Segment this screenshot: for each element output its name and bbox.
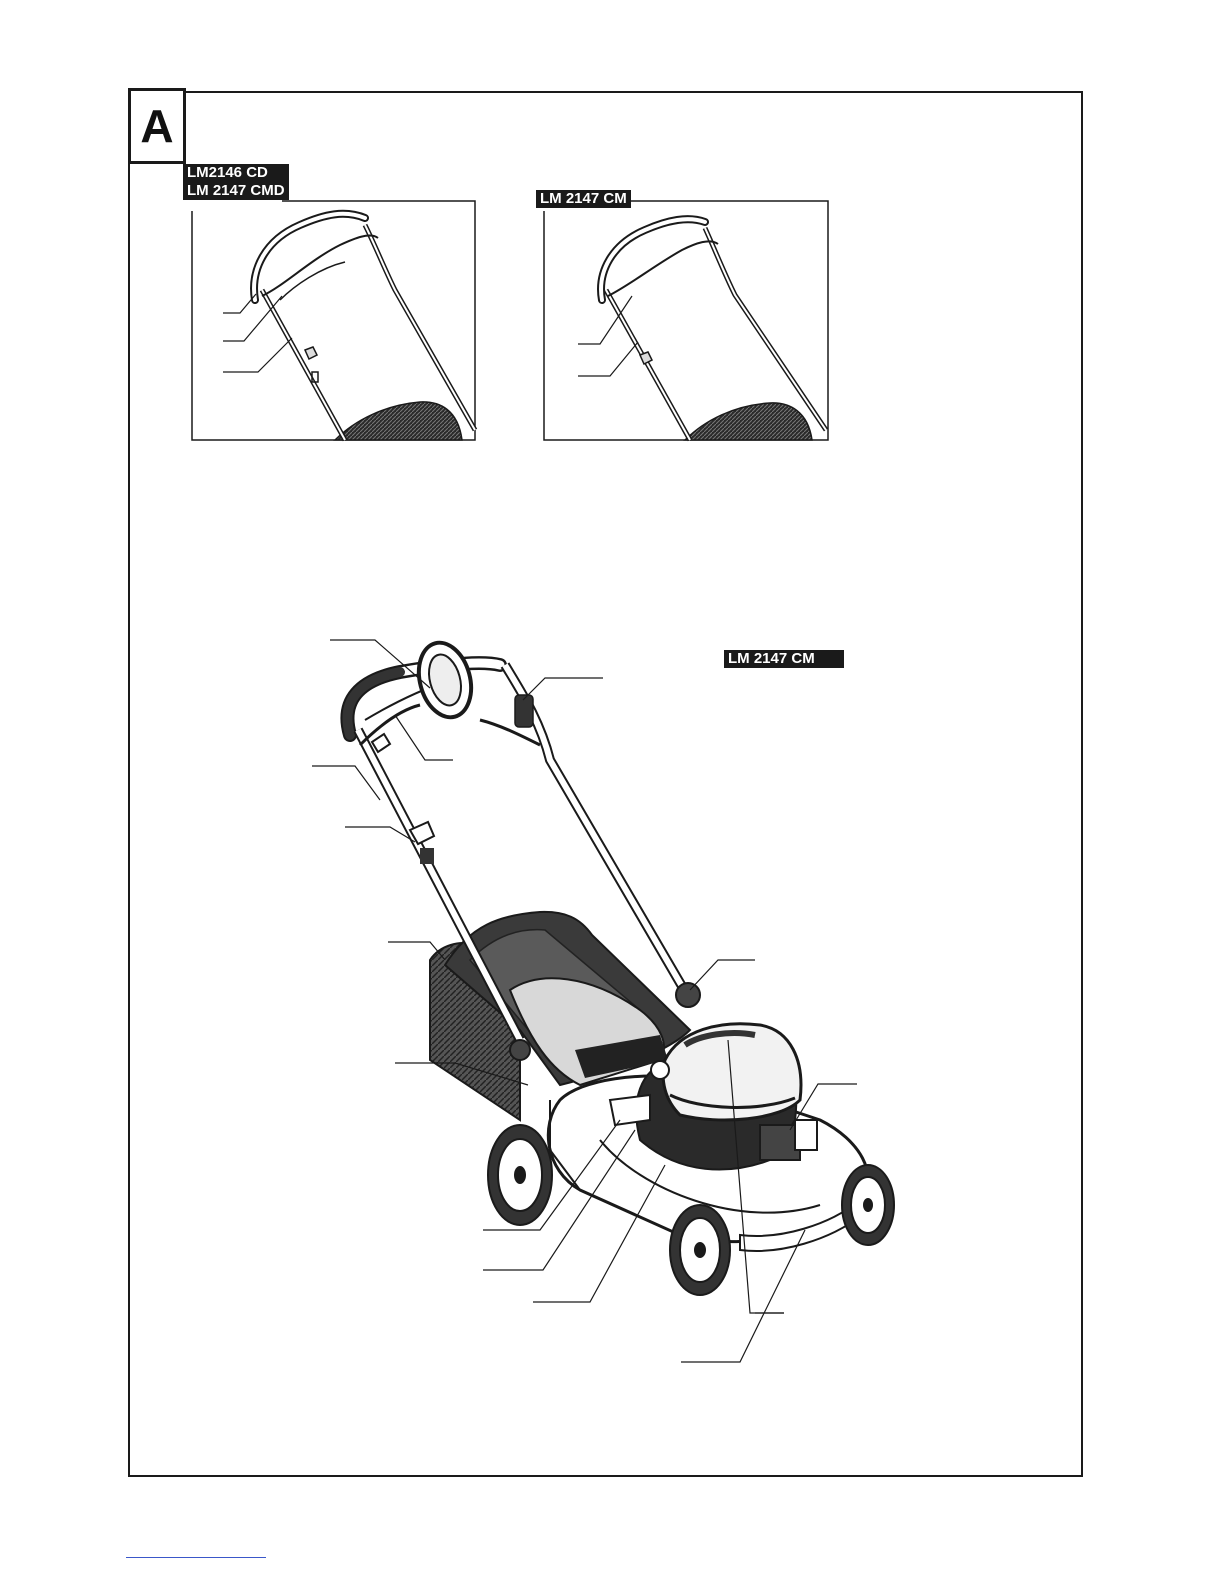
control-box (372, 637, 533, 752)
detail-panel-left (192, 201, 475, 440)
rear-wheel (488, 1125, 552, 1225)
leader-lines-left (223, 294, 292, 372)
model-tag-left-line1: LM2146 CD (187, 164, 268, 181)
model-tag-middle: LM 2147 CM (536, 190, 631, 208)
section-letter: A (140, 100, 174, 152)
front-wheel-right (842, 1165, 894, 1245)
footer-rule (126, 1557, 266, 1558)
model-tag-main: LM 2147 CM (724, 650, 844, 668)
model-tag-left-line2: LM 2147 CMD (187, 182, 285, 199)
grass-catcher-detail-left (335, 402, 462, 440)
grass-catcher-detail-middle (685, 403, 812, 440)
front-wheel-left (670, 1205, 730, 1295)
detail-panel-middle (544, 201, 828, 440)
lawn-mower-drawing (312, 637, 894, 1362)
